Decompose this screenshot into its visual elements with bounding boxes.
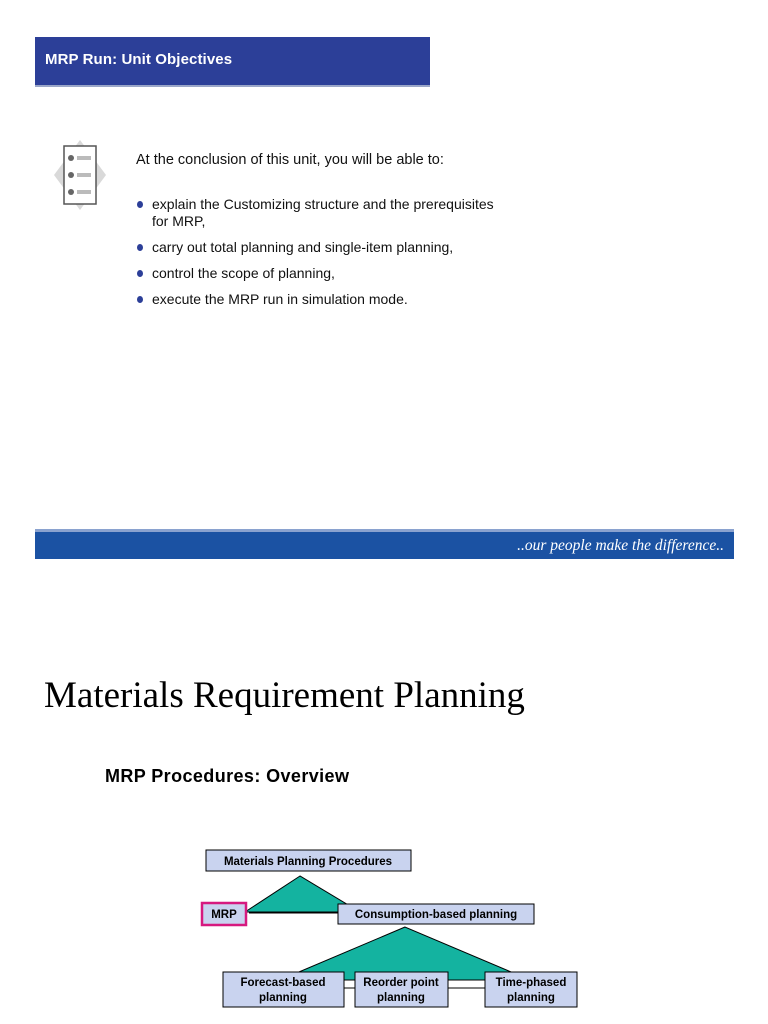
timephased-label-line1: Time-phased bbox=[495, 977, 567, 989]
slide-footer bbox=[35, 529, 734, 559]
list-item: explain the Customizing structure and the prerequisites for MRP, bbox=[136, 196, 496, 230]
objectives-list bbox=[136, 196, 496, 317]
list-item: carry out total planning and single-item planning, bbox=[136, 239, 496, 256]
header-rule bbox=[35, 85, 430, 87]
objectives-list-icon bbox=[52, 138, 108, 212]
reorder-label-line1: Reorder point bbox=[363, 977, 439, 989]
mrp-label: MRP bbox=[211, 909, 237, 921]
footer-rule bbox=[35, 529, 734, 532]
objectives-intro: At the conclusion of this unit, you will be able to: bbox=[136, 152, 444, 168]
footer-slogan: ..our people make the difference.. bbox=[517, 537, 724, 554]
forecast-label-line1: Forecast-based bbox=[240, 977, 326, 989]
reorder-label-line2: planning bbox=[377, 992, 425, 1004]
materials-planning-label: Materials Planning Procedures bbox=[223, 856, 393, 868]
slide-header bbox=[35, 37, 430, 85]
slide-title: MRP Run: Unit Objectives bbox=[45, 51, 233, 68]
page-subtitle: MRP Procedures: Overview bbox=[105, 766, 350, 786]
mrp-procedures-diagram bbox=[190, 840, 590, 1015]
forecast-label-line2: planning bbox=[259, 992, 307, 1004]
list-item: execute the MRP run in simulation mode. bbox=[136, 291, 496, 308]
list-item: control the scope of planning, bbox=[136, 265, 496, 282]
consumption-label: Consumption-based planning bbox=[354, 909, 518, 921]
timephased-label-line2: planning bbox=[507, 992, 555, 1004]
page-title: Materials Requirement Planning bbox=[44, 675, 525, 716]
